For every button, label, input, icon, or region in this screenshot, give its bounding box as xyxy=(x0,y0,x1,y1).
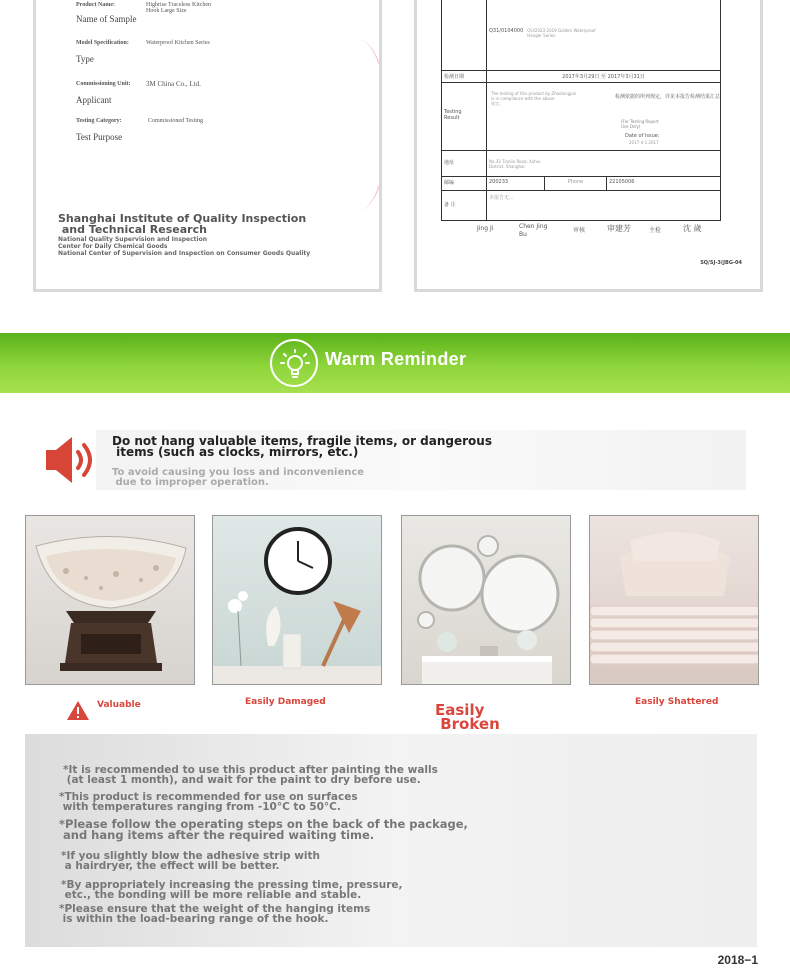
cert-field-type: Model Specification: Waterproof Kitchen Series Type xyxy=(76,40,210,64)
note-item: *This product is recommended for use on surfaces with temperatures ranging from -10°C to 50°C. xyxy=(59,791,358,813)
report-row-date: 检测日期 2017年3月29日 至 2017年3月31日 xyxy=(442,70,720,82)
report-row-remark: 备 注 本报告无... xyxy=(442,190,720,220)
certificate-left xyxy=(33,0,382,292)
warm-reminder-banner xyxy=(0,333,790,393)
usage-notes xyxy=(25,734,757,947)
lightbulb-icon xyxy=(270,339,318,387)
report-row-zip: 邮编 200233 Phone 22105006 xyxy=(442,176,720,190)
photo-valuable-bowl xyxy=(25,515,195,685)
cert-institute-name: Shanghai Institute of Quality Inspection and Technical Research xyxy=(58,212,307,236)
caption-valuable: Valuable xyxy=(97,700,141,710)
caption-easily-broken: Easily Broken xyxy=(435,701,500,733)
note-item: *Please ensure that the weight of the hanging items is within the load-bearing range of the hook. xyxy=(59,903,371,925)
report-row-standard: Q31/0104000 0142023-2019 Golden Waterproof Hanger Series xyxy=(442,0,720,70)
cert-field-purpose: Testing Category: Commissioned Testing Test Purpose xyxy=(76,118,203,142)
cert-field-applicant: Commissioning Unit: 3M China Co., Ltd. Applicant xyxy=(76,80,201,105)
note-item: *By appropriately increasing the pressing time, pressure, etc., the bonding will be more reliable and stable. xyxy=(61,879,403,901)
footer-code: 2018−1 xyxy=(717,953,758,967)
banner-title: Warm Reminder xyxy=(325,349,467,369)
alert-triangle-icon xyxy=(66,700,90,725)
note-item: *Please follow the operating steps on the back of the package, and hang items after the required waiting time. xyxy=(59,817,468,842)
caption-easily-shattered: Easily Shattered xyxy=(635,697,719,707)
warning-sub-text: To avoid causing you loss and inconvenience due to improper operation. xyxy=(112,467,365,488)
photo-clock-room xyxy=(212,515,382,685)
report-doc-code: SQ/SJ-3(JBG-04 xyxy=(700,260,742,266)
photo-plates-stack xyxy=(589,515,759,685)
cert-institute-center: National Quality Supervision and Inspection Center for Daily Chemical Goods National Center of Supervision and Inspection on Consumer Goods Quality xyxy=(58,236,311,257)
speaker-icon xyxy=(42,432,98,488)
caption-easily-damaged: Easily Damaged xyxy=(245,697,326,707)
note-item: *If you slightly blow the adhesive strip with a hairdryer, the effect will be better. xyxy=(61,850,321,872)
certificate-right: Q31/0104000 0142023-2019 Golden Waterproof Hanger Series 检测日期 2017年3月29日 至 2017年3月31日 Testing Result The testing of this product by Zhaolongpin is in compliance with the above 规定。 检测依据的所列规定，详见本报告检测结果汇总 (For Testing Report Use Only) Date of Issue: 2017-4-1 2017 地址 No.33 Tianlin Road, Xuhui District, Shanghai 邮编 200233 Phone 22105006 备 注 本报告无... Jing Ji Chen Jing Bu 审核 审建芳 主检 沈 歲 SQ/SJ-3(JBG-04 xyxy=(414,0,763,292)
photo-mirrors-wall xyxy=(401,515,571,685)
report-row-address: 地址 No.33 Tianlin Road, Xuhui District, Shanghai xyxy=(442,150,720,176)
warning-main-text: Do not hang valuable items, fragile items, or dangerous items (such as clocks, mirrors, etc.) xyxy=(112,434,492,459)
red-stamp xyxy=(329,40,382,210)
cert-field-product: Product Name: Highrise Traceless Kitchen Hook Large Size Name of Sample xyxy=(76,2,211,24)
note-item: *It is recommended to use this product after painting the walls (at least 1 month), and wait for the paint to dry before use. xyxy=(63,764,438,786)
report-row-result: Testing Result The testing of this product by Zhaolongpin is in compliance with the above 规定。 检测依据的所列规定，详见本报告检测结果汇总 (For Testing Report Use Only) Date of Issue: 2017-4-1 2017 xyxy=(442,82,720,150)
report-table xyxy=(441,0,721,221)
